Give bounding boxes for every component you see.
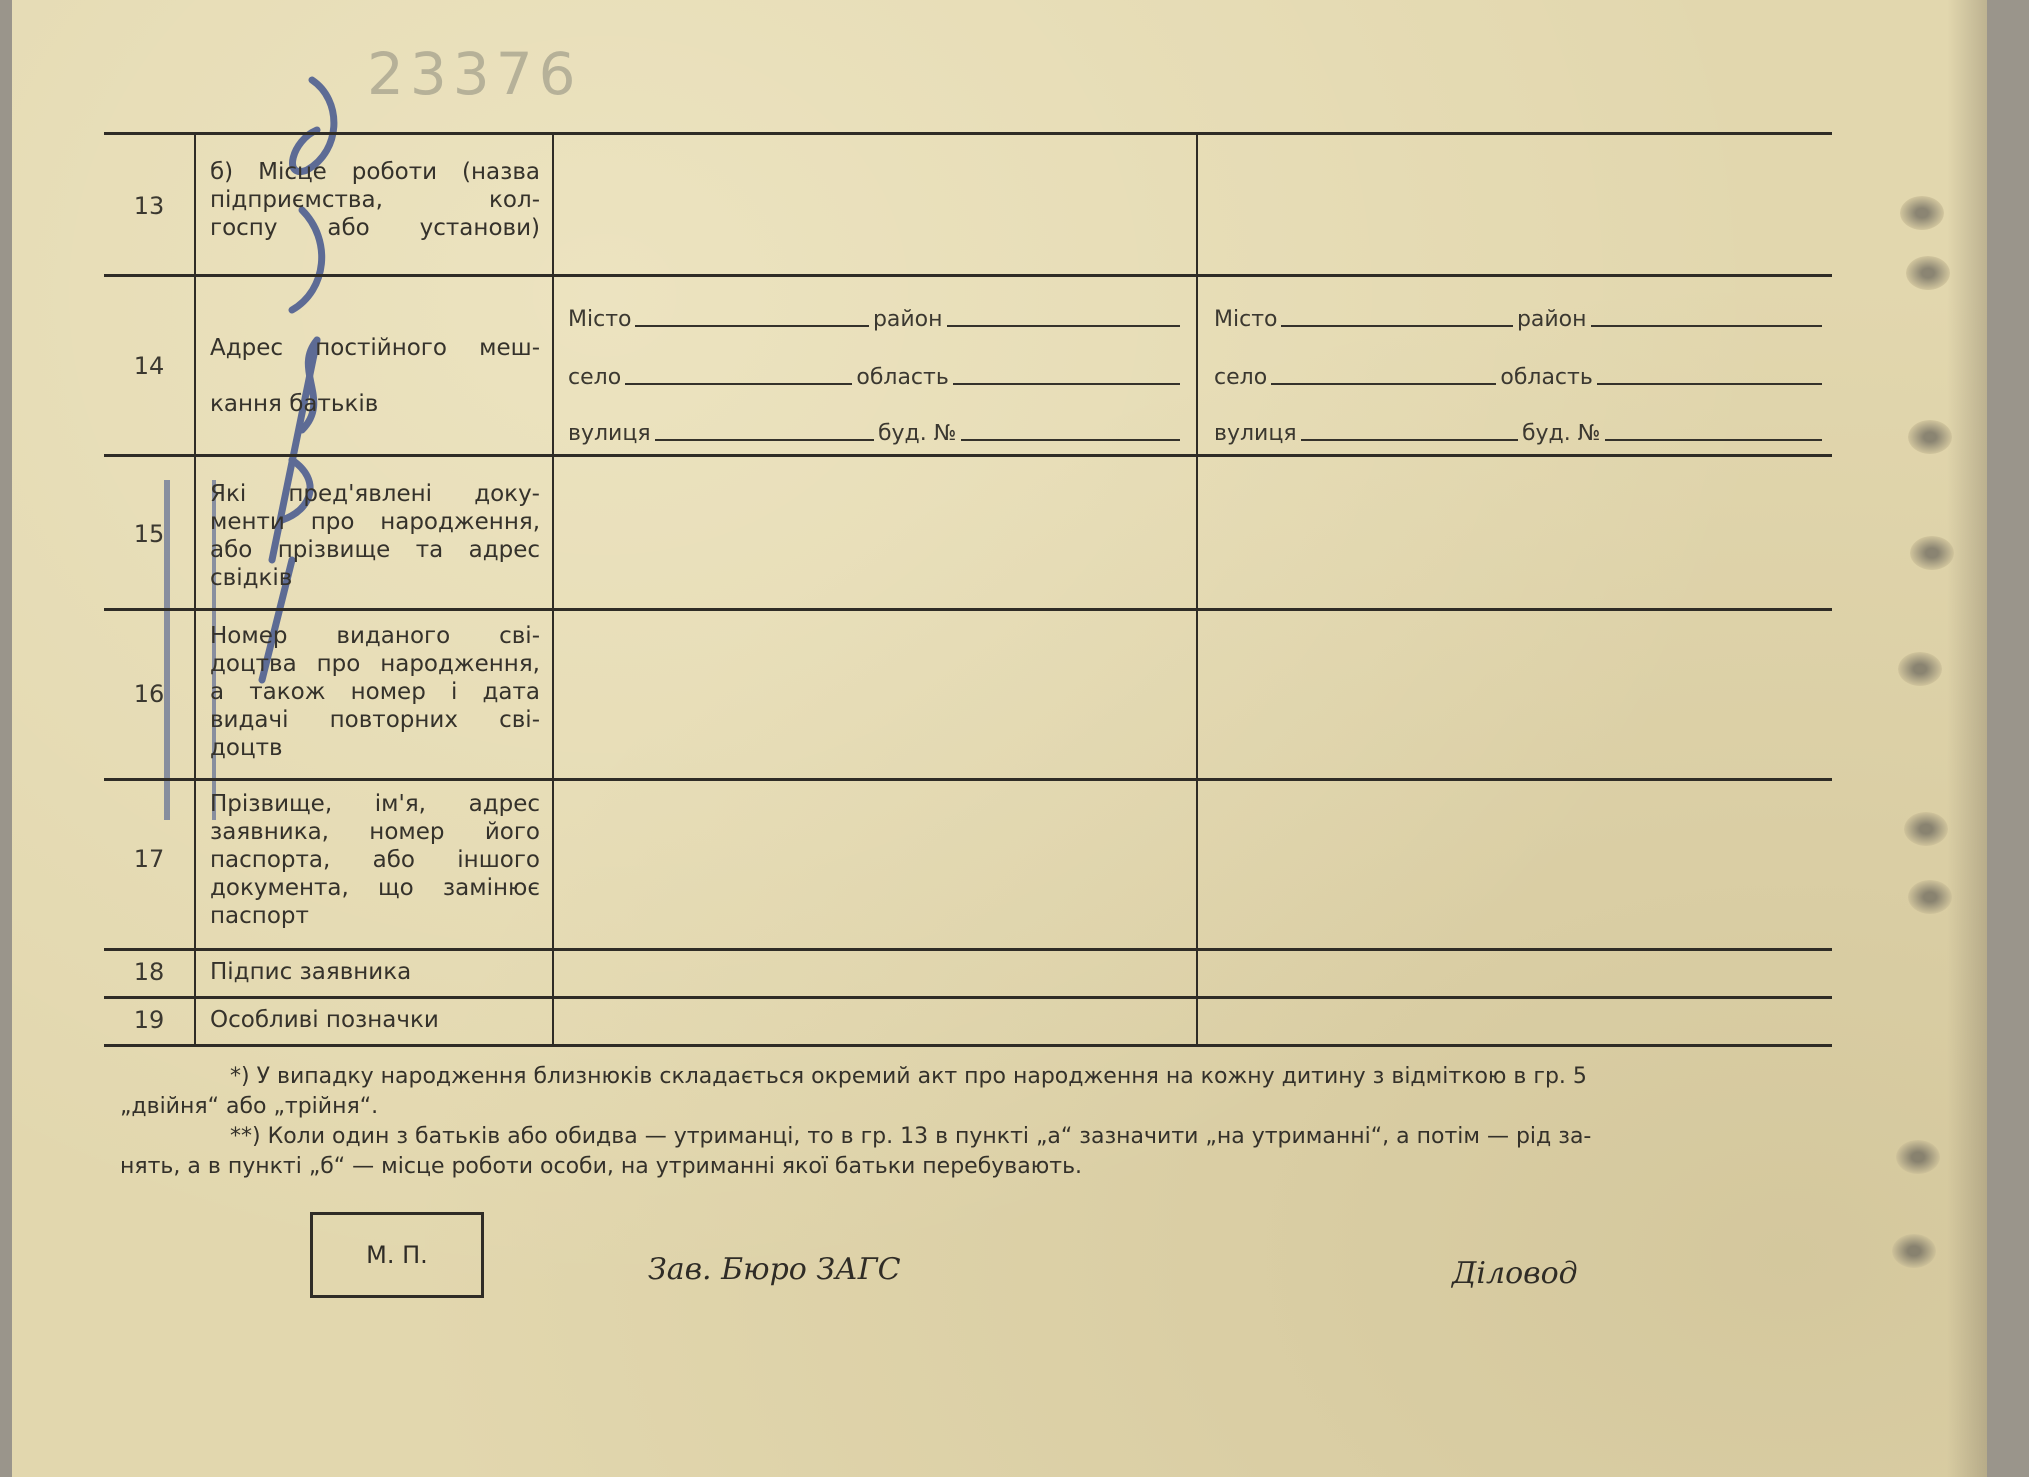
street-label: вулиця xyxy=(568,421,651,446)
seal-box: М. П. xyxy=(310,1212,484,1298)
city-label: Місто xyxy=(1214,307,1278,332)
table-bottom-rule xyxy=(104,1044,1832,1047)
village-label: село xyxy=(568,365,622,390)
binding-hole xyxy=(1900,196,1944,230)
label-line: доцтва про народження, xyxy=(210,651,540,677)
document-page xyxy=(12,0,1987,1477)
footnote-2-line-2: нять, а в пункті „б“ — місце роботи особи, на утриманні якої батьки перебувають. xyxy=(120,1154,1083,1179)
label-line: а також номер і дата xyxy=(210,679,540,705)
district-label: район xyxy=(1516,307,1587,332)
fill-line xyxy=(1605,439,1822,441)
label-line: Які пред'явлені доку- xyxy=(210,481,540,507)
row-divider xyxy=(104,948,1832,951)
region-label: область xyxy=(1500,365,1593,390)
fill-line xyxy=(635,325,868,327)
building-label: буд. № xyxy=(1521,421,1601,446)
row-13-label xyxy=(210,158,540,242)
fill-line xyxy=(655,439,874,441)
address-village-field-mother xyxy=(1214,362,1826,390)
row-divider xyxy=(104,454,1832,457)
row-number: 16 xyxy=(133,680,165,708)
row-16-label xyxy=(210,622,540,762)
district-label: район xyxy=(872,307,943,332)
label-line: менти про народження, xyxy=(210,509,540,535)
address-village-field-father xyxy=(568,362,1184,390)
fill-line xyxy=(1281,325,1512,327)
row-number: 18 xyxy=(133,958,165,986)
column-divider xyxy=(194,134,196,1044)
fill-line xyxy=(953,383,1180,385)
head-signature-label: Зав. Бюро ЗАГС xyxy=(648,1252,901,1287)
label-line: видачі повторних сві- xyxy=(210,707,540,733)
label-line: заявника, номер його xyxy=(210,819,540,845)
row-number: 14 xyxy=(133,352,165,380)
label-line: кання батьків xyxy=(210,391,379,417)
row-number: 13 xyxy=(133,192,165,220)
label-line: підприємства, кол- xyxy=(210,187,540,213)
binding-hole xyxy=(1896,1140,1940,1174)
footnotes xyxy=(120,1062,1840,1182)
binding-hole xyxy=(1908,880,1952,914)
building-label: буд. № xyxy=(877,421,957,446)
label-line: Підпис заявника xyxy=(210,959,412,985)
page-edge-shadow xyxy=(1947,0,1987,1477)
fill-line xyxy=(961,439,1180,441)
label-line: госпу або установи) xyxy=(210,215,540,241)
address-street-field-mother xyxy=(1214,418,1826,446)
label-line: б) Місце роботи (назва xyxy=(210,159,540,185)
row-18-label xyxy=(210,958,540,986)
binding-hole xyxy=(1910,536,1954,570)
footnote-2-line-1: **) Коли один з батьків або обидва — утриманці, то в гр. 13 в пункті „а“ зазначити „на утриманні“, а потім — рід за- xyxy=(230,1124,1592,1149)
column-divider xyxy=(552,134,554,1044)
fill-line xyxy=(947,325,1180,327)
row-divider xyxy=(104,274,1832,277)
city-label: Місто xyxy=(568,307,632,332)
fill-line xyxy=(1271,383,1496,385)
label-line: Особливі позначки xyxy=(210,1007,439,1033)
binding-hole xyxy=(1906,256,1950,290)
footnote-1-line-2: „двійня“ або „трійня“. xyxy=(120,1094,379,1119)
label-line: Номер виданого сві- xyxy=(210,623,540,649)
region-label: область xyxy=(856,365,949,390)
row-number: 17 xyxy=(133,845,165,873)
row-divider xyxy=(104,608,1832,611)
archive-number: 23376 xyxy=(367,40,582,108)
binding-hole xyxy=(1892,1234,1936,1268)
table-top-rule xyxy=(104,132,1832,135)
fill-line xyxy=(1301,439,1518,441)
row-divider xyxy=(104,996,1832,999)
footnote-1-line-1: *) У випадку народження близнюків складається окремий акт про народження на кожну дитину з відміткою в гр. 5 xyxy=(230,1064,1587,1089)
fill-line xyxy=(1591,325,1822,327)
label-line: свідків xyxy=(210,565,293,591)
fill-line xyxy=(625,383,852,385)
row-15-label xyxy=(210,480,540,592)
address-street-field-father xyxy=(568,418,1184,446)
binding-hole xyxy=(1904,812,1948,846)
label-line: Адрес постійного меш- xyxy=(210,335,540,361)
row-number: 15 xyxy=(133,520,165,548)
label-line: доцтв xyxy=(210,735,283,761)
column-divider xyxy=(1196,134,1198,1044)
row-17-label xyxy=(210,790,540,930)
binding-hole xyxy=(1898,652,1942,686)
row-number: 19 xyxy=(133,1006,165,1034)
village-label: село xyxy=(1214,365,1268,390)
label-line: або прізвище та адрес xyxy=(210,537,540,563)
row-divider xyxy=(104,778,1832,781)
address-city-field-mother xyxy=(1214,304,1826,332)
clerk-signature-label: Діловод xyxy=(1452,1256,1578,1291)
address-city-field-father xyxy=(568,304,1184,332)
label-line: документа, що замінює xyxy=(210,875,540,901)
street-label: вулиця xyxy=(1214,421,1297,446)
fill-line xyxy=(1597,383,1822,385)
row-19-label xyxy=(210,1006,540,1034)
binding-hole xyxy=(1908,420,1952,454)
row-14-label xyxy=(210,320,540,432)
label-line: паспорта, або іншого xyxy=(210,847,540,873)
label-line: паспорт xyxy=(210,903,309,929)
label-line: Прізвище, ім'я, адрес xyxy=(210,791,540,817)
